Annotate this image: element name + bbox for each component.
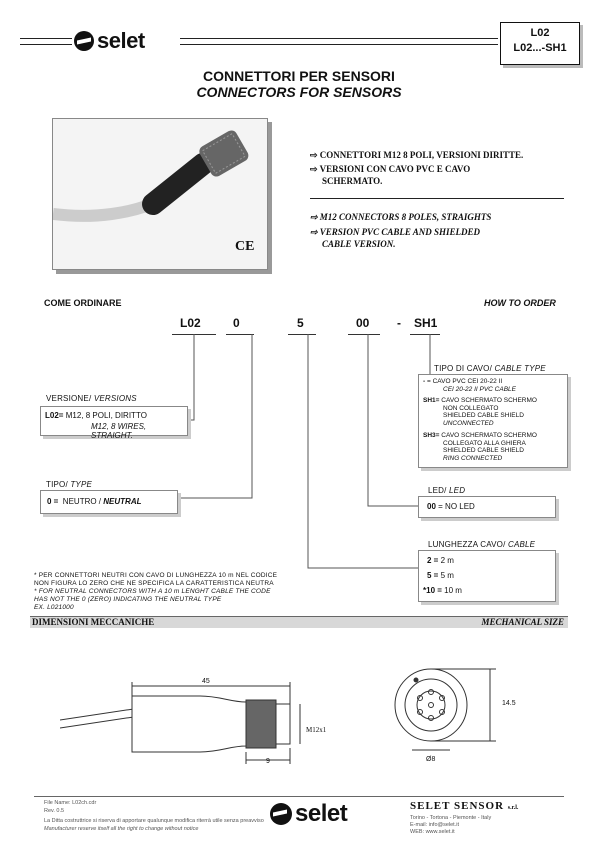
mech-label-en: MECHANICAL SIZE [481,617,564,627]
footer-logo [270,800,347,828]
footer-file: File Name: L02ch.cdr [44,800,97,806]
note-4: HAS NOT THE 0 (ZERO) INDICATING THE NEUTRAL TYPE [34,596,222,603]
footer-email: E-mail: info@selet.it [410,822,459,828]
dim-length: 45 [202,678,210,685]
cable-row-sh3: SH3= CAVO SCHERMATO SCHERMO COLLEGATO ALLA GHIERA SHIELDED CABLE SHIELD RING CONNECTED [423,432,537,462]
length-box [418,550,556,602]
code-line2: L02...-SH1 [513,42,567,54]
note-5: EX. L021000 [34,604,74,611]
dim-height: 14.5 [502,700,516,707]
feature-it-3: SCHERMATO. [322,176,383,186]
brand-name: selet [97,28,145,53]
led-label: LED/ LED [428,486,466,495]
dim-nut: 9 [266,758,270,765]
type-box [40,490,178,514]
type-label: TIPO/ TYPE [46,480,93,489]
versions-label: VERSIONE/ VERSIONS [46,394,137,403]
note-2: NON FIGURA LO ZERO CHE NE SPECIFICA LA CARATTERISTICA NEUTRA [34,580,274,587]
led-value: 00 = NO LED [427,502,475,511]
footer-company: SELET SENSOR s.r.l. [410,800,519,812]
how-to-order-it: COME ORDINARE [44,298,122,308]
versions-line2: M12, 8 WIRES, STRAIGHT. [91,422,147,440]
footer-logo-mark-icon [270,803,292,825]
feature-it-1: ⇨ CONNETTORI M12 8 POLI, VERSIONI DIRITTE. [310,150,524,160]
front-view-drawing [386,650,516,770]
cable-type-label: TIPO DI CAVO/ CABLE TYPE [434,364,546,373]
order-code-type: 0 [233,316,240,330]
ce-mark: CE [235,239,255,254]
order-code-cable: SH1 [414,316,438,330]
feature-en-2: ⇨ VERSION PVC CABLE AND SHIELDED [310,227,481,237]
feature-it-2: ⇨ VERSIONI CON CAVO PVC E CAVO [310,164,471,174]
dim-thread: M12x1 [306,726,327,734]
led-box [418,496,556,518]
mechanical-band [30,616,568,628]
footer-rule [34,796,564,797]
order-code-led: 00 [356,316,370,330]
footer-web: WEB: www.selet.it [410,829,455,835]
code-line1: L02 [530,27,550,39]
length-row-2: 2 = 2 m [427,556,454,565]
note-1: * PER CONNETTORI NEUTRI CON CAVO DI LUNGHEZZA 10 m NEL CODICE [34,572,278,579]
order-code-length: 5 [297,316,304,330]
dim-diameter: Ø8 [426,756,436,763]
footer-disclaimer-en: Manufacturer reserve itself all the right to change without notice [44,826,199,832]
how-to-order-en: HOW TO ORDER [484,298,556,308]
footer-brand-name: selet [295,800,348,827]
note-3: * FOR NEUTRAL CONNECTORS WITH A 10 m LENGHT CABLE THE CODE [34,588,271,595]
footer-disclaimer-it: La Ditta costruttrice si riserva di apportare qualunque modifica riterrà utile senza preavviso [44,818,264,824]
order-code-dash: - [397,316,401,330]
cable-type-box [418,374,568,468]
versions-line1: L02= M12, 8 POLI, DIRITTO [45,411,147,420]
title-italian: CONNETTORI PER SENSORI [203,68,395,84]
title-english: CONNECTORS FOR SENSORS [196,84,402,100]
cable-row-pvc: - = CAVO PVC CEI 20-22 II CEI 20-22 II PVC CABLE [423,378,516,393]
order-code-series: L02 [180,316,201,330]
cable-row-sh1: SH1= CAVO SCHERMATO SCHERMO NON COLLEGATO SHIELDED CABLE SHIELD UNCONNECTED [423,397,537,427]
side-view-drawing [60,660,350,770]
length-row-10: *10 = 10 m [423,586,462,595]
mech-label-it: DIMENSIONI MECCANICHE [32,617,155,627]
versions-box [40,406,188,440]
footer-address: Torino - Tortona - Piemonte - Italy [410,815,492,821]
type-value: 0 = NEUTRO / NEUTRAL [47,497,142,506]
feature-en-1: ⇨ M12 CONNECTORS 8 POLES, STRAIGHTS [310,212,492,222]
footer-rev: Rev. 0.5 [44,808,65,814]
feature-en-3: CABLE VERSION. [322,239,396,249]
length-label: LUNGHEZZA CAVO/ CABLE [428,540,536,549]
length-row-5: 5 = 5 m [427,571,454,580]
